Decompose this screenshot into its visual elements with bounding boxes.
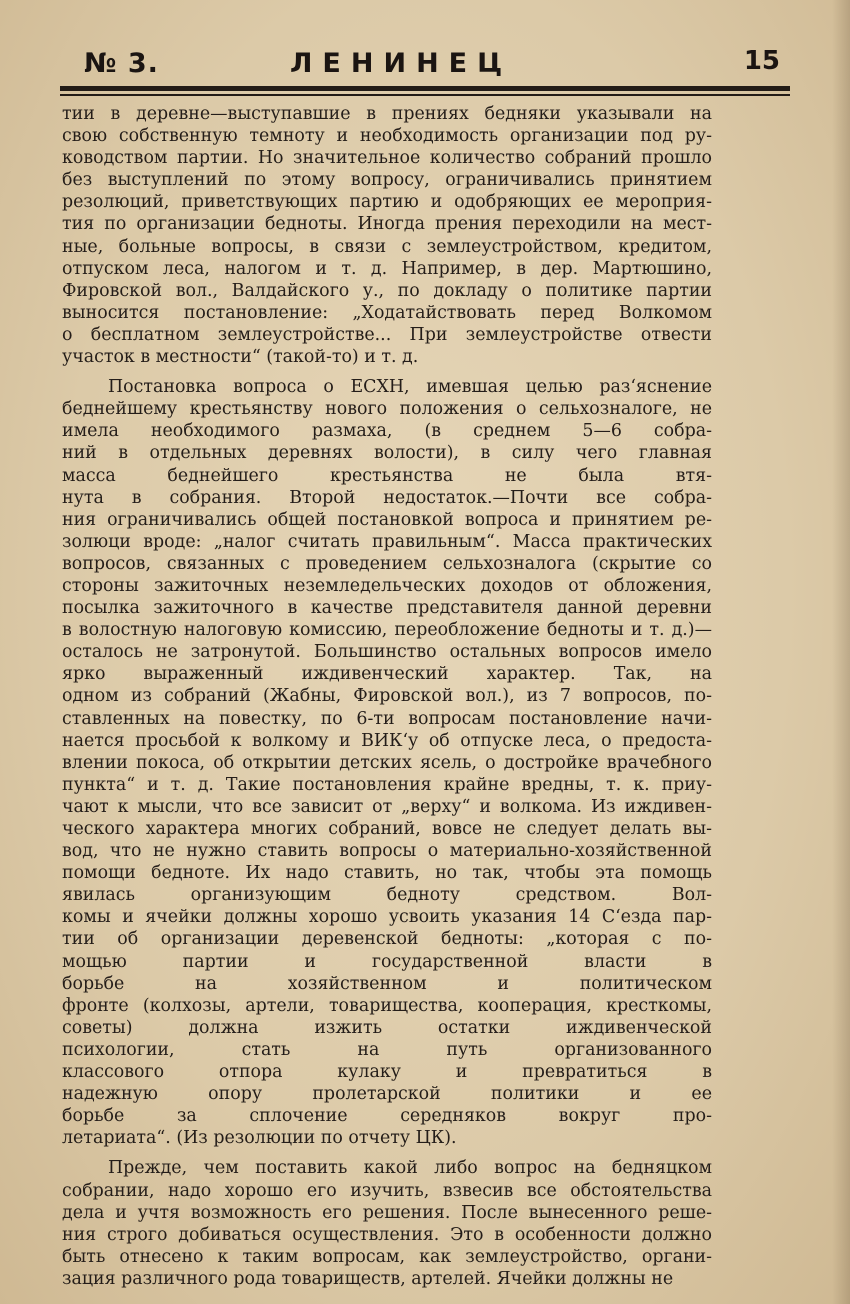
text-line: Постановка вопроса о ЕСХН, имевшая целью раз‘яснение <box>108 377 712 398</box>
text-line: явилась организующим бедноту средством. Вол- <box>62 885 712 906</box>
page-header <box>60 42 790 86</box>
text-line: влении покоса, об открытии детских ясель, о достройке врачебного <box>62 752 712 773</box>
text-line: советы) должна изжить остатки иждивенческой <box>62 1017 712 1038</box>
text-line: осталось не затронутой. Большинство остальных вопросов имело <box>62 642 712 663</box>
text-line: ческого характера многих собраний, вовсе не следует делать вы- <box>62 819 712 839</box>
text-line: зация различного рода товариществ, артелей. Ячейки должны не <box>62 1268 674 1289</box>
text-line: комы и ячейки должны хорошо усвоить указания 14 С‘езда пар- <box>62 907 712 928</box>
text-line: психологии, стать на путь организованного <box>62 1039 712 1060</box>
paragraph-gap <box>62 1149 712 1157</box>
text-line: ставленных на повестку, по 6-ти вопросам постановление начи- <box>62 708 712 729</box>
text-line: дела и учтя возможность его решения. После вынесенного реше- <box>62 1202 712 1223</box>
text-line: золюци вроде: „налог считать правильным“. Масса практических <box>62 531 712 552</box>
issue-number: № 3. <box>84 48 159 79</box>
text-line: надежную опору пролетарской политики и ее <box>62 1084 712 1105</box>
text-line: о бесплатном землеустройстве... При землеустройстве отвести <box>62 324 712 345</box>
text-line: тии об организации деревенской бедноты: „которая с по- <box>62 929 712 950</box>
text-line: участок в местности“ (такой-то) и т. д. <box>62 347 419 368</box>
text-line: классового отпора кулаку и превратиться в <box>62 1062 712 1083</box>
header-rule-thick <box>60 86 790 91</box>
page-edge-shadow <box>832 0 850 1304</box>
text-line: беднейшему крестьянству нового положения о сельхозналоге, не <box>62 399 712 420</box>
text-line: борьбе за сплочение середняков вокруг про- <box>62 1106 712 1127</box>
text-line: ния ограничивались общей постановкой вопроса и принятием ре- <box>62 509 712 530</box>
text-line: мощью партии и государственной власти в <box>62 951 712 972</box>
page-number: 15 <box>743 46 780 76</box>
header-rule-thin <box>60 94 790 96</box>
text-line: помощи бедноте. Их надо ставить, но так, чтобы эта помощь <box>62 863 712 884</box>
text-line: пункта“ и т. д. Такие постановления крайне вредны, т. к. приу- <box>62 774 712 795</box>
text-line: отпуском леса, налогом и т. д. Например, в дер. Мартюшино, <box>62 258 712 279</box>
text-line: стороны зажиточных неземледельческих доходов от обложения, <box>62 575 712 596</box>
text-line: посылка зажиточного в качестве представителя данной деревни <box>62 598 712 619</box>
text-line: ные, больные вопросы, в связи с землеустройством, кредитом, <box>62 236 712 257</box>
text-line: ководством партии. Но значительное количество собраний прошло <box>62 148 712 169</box>
text-line: фронте (колхозы, артели, товарищества, кооперация, кресткомы, <box>62 995 712 1016</box>
text-line: тия по организации бедноты. Иногда прения переходили на мест- <box>62 214 712 235</box>
article-body <box>62 103 712 1290</box>
paragraph <box>62 103 712 368</box>
text-line: быть отнесено к таким вопросам, как землеустройство, органи- <box>62 1246 712 1267</box>
text-line: ния строго добиваться осуществления. Это в особенности должно <box>62 1224 712 1245</box>
text-line: без выступлений по этому вопросу, ограничивались принятием <box>62 170 712 191</box>
text-line: Фировской вол., Валдайского у., по докладу о политике партии <box>62 280 712 301</box>
text-line: свою собственную темноту и необходимость организации под ру- <box>62 126 712 147</box>
publication-title: ЛЕНИНЕЦ <box>290 48 513 79</box>
text-line: одном из собраний (Жабны, Фировской вол.), из 7 вопросов, по- <box>62 686 712 707</box>
text-line: резолюций, приветствующих партию и одобряющих ее мероприя- <box>62 192 712 213</box>
text-line: Прежде, чем поставить какой либо вопрос на бедняцком <box>108 1158 712 1179</box>
paragraph <box>62 376 712 1149</box>
text-line: вопросов, связанных с проведением сельхозналога (скрытие со <box>62 553 712 574</box>
text-line: тии в деревне—выступавшие в прениях бедняки указывали на <box>62 104 712 124</box>
text-line: выносится постановление: „Ходатайствовать перед Волкомом <box>62 302 712 323</box>
text-line: борьбе на хозяйственном и политическом <box>62 973 712 994</box>
paragraph-gap <box>62 368 712 376</box>
text-line: нается просьбой к волкому и ВИК‘у об отпуске леса, о предоста- <box>62 730 712 751</box>
text-line: ярко выраженный иждивенческий характер. Так, на <box>62 664 712 685</box>
text-line: летариата“. (Из резолюции по отчету ЦК). <box>62 1128 457 1149</box>
text-line: масса беднейшего крестьянства не была втя- <box>62 465 712 486</box>
text-line: вод, что не нужно ставить вопросы о материально-хозяйственной <box>62 841 712 862</box>
text-line: чают к мысли, что все зависит от „верху“ и волкома. Из иждивен- <box>62 796 712 817</box>
text-line: имела необходимого размаха, (в среднем 5—6 собра- <box>62 421 712 442</box>
text-line: в волостную налоговую комиссию, переобложение бедноты и т. д.)— <box>62 620 712 641</box>
text-line: нута в собрания. Второй недостаток.—Почти все собра- <box>62 487 712 508</box>
text-line: ний в отдельных деревнях волости), в силу чего главная <box>62 443 712 464</box>
text-line: собрании, надо хорошо его изучить, взвесив все обстоятельства <box>62 1180 712 1201</box>
paragraph <box>62 1157 712 1290</box>
